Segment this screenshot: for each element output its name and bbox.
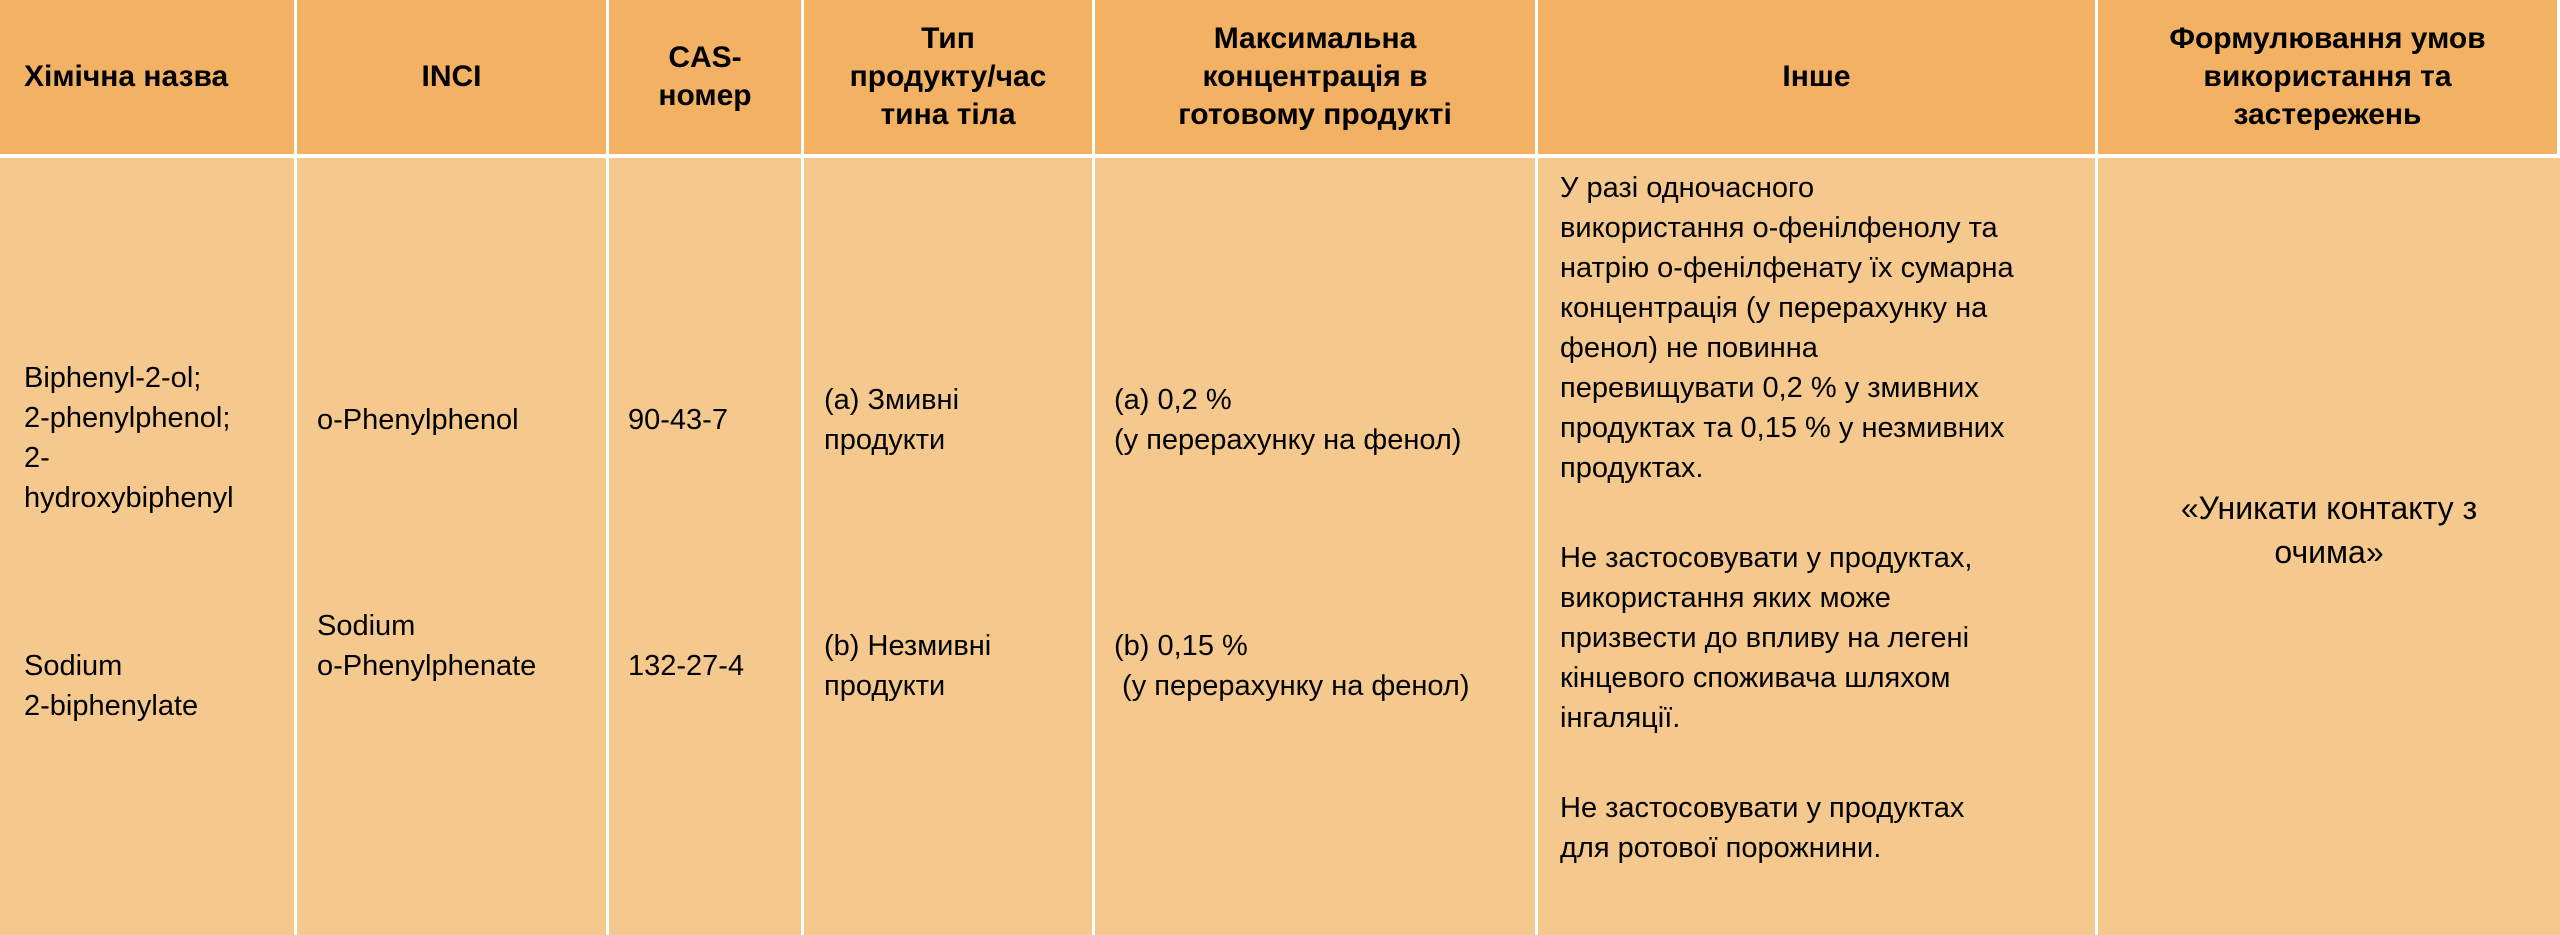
inci-2: Sodium o-Phenylphenate [317, 610, 537, 682]
inci-1: o-Phenylphenol [317, 404, 519, 436]
conditions-text: «Уникати контакту з очима» [2180, 490, 2478, 570]
other-paragraph-2: Не застосовувати у продуктах, використання яких може призвести до впливу на легені кінцевого споживача шляхом інгаляції. [1560, 542, 1973, 734]
product-type-a: (a) Змивні продукти [824, 384, 960, 456]
cell-max-concentration [1095, 158, 1538, 935]
concentration-b: (b) 0,15 % (у перерахунку на фенол) [1114, 630, 1470, 702]
cas-2: 132-27-4 [628, 650, 745, 682]
header-chemical-name: Хімічна назва [0, 0, 297, 158]
cell-inci [297, 158, 609, 935]
chemical-name-1: Biphenyl-2-ol; 2-phenylphenol; 2- hydroxybiphenyl [24, 362, 234, 514]
header-max-concentration: Максимальна концентрація в готовому продукті [1095, 0, 1538, 158]
concentration-a: (a) 0,2 % (у перерахунку на фенол) [1114, 384, 1462, 456]
cell-conditions [2098, 158, 2560, 935]
cell-other [1538, 158, 2098, 935]
cell-cas [609, 158, 804, 935]
cell-product-type [804, 158, 1095, 935]
header-inci: INCI [297, 0, 609, 158]
other-paragraph-3: Не застосовувати у продуктах для ротової порожнини. [1560, 792, 1965, 864]
cell-chemical-name [0, 158, 297, 935]
header-product-type: Тип продукту/час тина тіла [804, 0, 1095, 158]
product-type-b: (b) Незмивні продукти [824, 630, 992, 702]
header-conditions: Формулювання умов використання та застережень [2098, 0, 2560, 158]
chemical-name-2: Sodium 2-biphenylate [24, 650, 199, 722]
header-other: Інше [1538, 0, 2098, 158]
header-cas-number: CAS- номер [609, 0, 804, 158]
cas-1: 90-43-7 [628, 404, 728, 436]
other-paragraph-1: У разі одночасного використання о-фенілфенолу та натрію о-фенілфенату їх сумарна концентрація (у перерахунку на фенол) не повинна перевищувати 0,2 % у змивних продуктах та 0,15 % у незмивних продуктах. [1560, 172, 2014, 484]
